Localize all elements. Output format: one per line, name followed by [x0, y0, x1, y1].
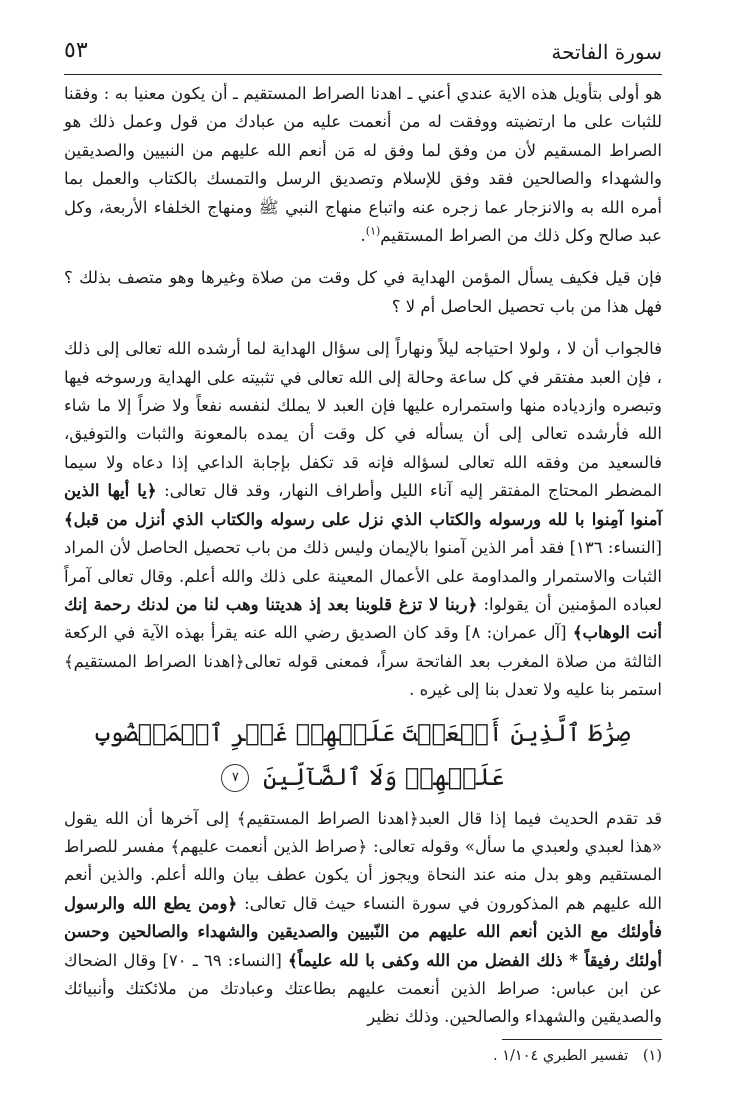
text-run: .: [360, 226, 366, 246]
paragraph: [64, 335, 662, 704]
text-run: هو أولى بتأويل هذه الاية عندي أعني ـ اهدنا الصراط المستقيم ـ أن يكون معنيا به : وفقنا للثبات على ما ارتضيته ووفقت له من أنعمت عليه من عبادك من قول وعمل ذلك هو الصراط المسقيم لأن من وفق لما وفق له مَن أنعم الله عليهم من النبيين والصديقين والشهداء والصالحين فقد وفق للإسلام وتصديق الرسل والتمسك بالكتاب والعمل بما أمره الله به والانزجار عما زجره عنه واتباع منهاج النبي ﷺ ومنهاج الخلفاء الأربعة، وكل عبد صالح وكل ذلك من الصراط المستقيم: [64, 84, 662, 246]
text-run: فالجواب أن لا ، ولولا احتياجه ليلاً ونهاراً إلى سؤال الهداية لما أرشده الله تعالى إلى ذلك ، فإن العبد مفتقر في كل ساعة وحالة إلى الله تعالى في تثبيته على الهداية ورسوخه فيها وتبصره وازدياده منها واستمراره عليها فإن العبد لا يملك لنفسه نفعاً ولا ضراً إلا ما شاء الله فأرشده تعالى إلى أن يسأله في كل وقت أن يمده بالمعونة والثبات والتوفيق، فالسعيد من وفقه الله تعالى لسؤاله فإنه قد تكفل بإجابة الداعي إذا دعاه ولا سيما المضطر المحتاج المفتقر إليه آناء الليل وأطراف النهار، وقد قال تعالى:: [64, 339, 662, 501]
verse-number-medallion: ٧: [221, 764, 249, 792]
quran-verse: [64, 711, 662, 799]
text-run: قد تقدم الحديث فيما إذا قال العبد﴿اهدنا الصراط المستقيم﴾ إلى آخرها أن الله يقول «هذا لعبدي ولعبدي ما سأل» وقوله تعالى: ﴿صراط الذين أنعمت عليهم﴾ مفسر للصراط المستقيم وهو بدل منه عند النحاة ويجوز أن يكون عطف بيان والله أعلم. والذين أنعم الله عليهم هم المذكورون في سورة النساء حيث قال تعالى:: [64, 808, 662, 913]
footnote: [64, 1048, 662, 1064]
footnote-divider: [502, 1039, 662, 1040]
footnote-text: تفسير الطبري ١/١٠٤ .: [493, 1048, 629, 1064]
running-header: [64, 30, 662, 75]
quran-quotation: ﴿يا أيها الذين آمنوا آمِنوا با لله ورسوله والكتاب الذي نزل على رسوله والكتاب الذي أنزل من قبل﴾: [64, 481, 662, 529]
text-run: فإن قيل فكيف يسأل المؤمن الهداية في كل وقت من صلاة وغيرها وهو متصف بذلك ؟ فهل هذا من باب تحصيل الحاصل أم لا ؟: [64, 268, 662, 316]
surah-title: سورة الفاتحة: [551, 40, 662, 64]
text-run: [النساء: ٦٩ ـ ٧٠] وقال الضحاك عن ابن عباس: صراط الذين أنعمت عليهم بطاعتك وعبادتك من ملائكتك وأنبيائك والصديقين والشهداء والصالحين. وذلك نظير: [64, 950, 662, 1027]
verse-text: صِرَٰطَ ٱلَّذِينَ أَنۡعَمۡتَ عَلَيۡهِمۡ غَيۡرِ ٱلۡمَغۡضُوبِ عَلَيۡهِمۡ وَلَا ٱلضَّآلِّينَ: [95, 718, 631, 791]
page-number: ٥٣: [64, 38, 88, 63]
quran-quotation: ﴿ربنا لا تزغ قلوبنا بعد إذ هديتنا وهب لنا من لدنك رحمة إنك أنت الوهاب﴾: [64, 594, 662, 643]
footnote-number: (١): [642, 1048, 662, 1064]
text-run: [آل عمران: ٨] وقد كان الصديق رضي الله عنه يقرأ بهذه الآية في الركعة الثالثة من صلاة المغرب بعد الفاتحة سراً، فمعنى قوله تعالى﴿اهدنا الصراط المستقيم﴾ استمر بنا عليه ولا تعدل بنا إلى غيره .: [64, 623, 662, 700]
paragraph: [64, 264, 662, 321]
paragraph: [64, 80, 662, 250]
text-run: [النساء: ١٣٦] فقد أمر الذين آمنوا بالإيمان وليس ذلك من باب تحصيل الحاصل لأن المراد الثبات والاستمرار والمداومة على الأعمال المعينة على ذلك والله أعلم. وقال تعالى آمراً لعباده المؤمنين أن يقولوا:: [64, 538, 662, 614]
body-text: [64, 80, 662, 1032]
footnote-marker: (١): [365, 224, 381, 238]
quran-quotation: ﴿ومن يطع الله والرسول فأولئك مع الذين أنعم الله عليهم من النّبيين والصديقين والشهداء والصالحين وحسن أولئك رفيقاً * ذلك الفضل من الله وكفى با لله عليماً﴾: [64, 893, 662, 970]
paragraph: [64, 805, 662, 1032]
